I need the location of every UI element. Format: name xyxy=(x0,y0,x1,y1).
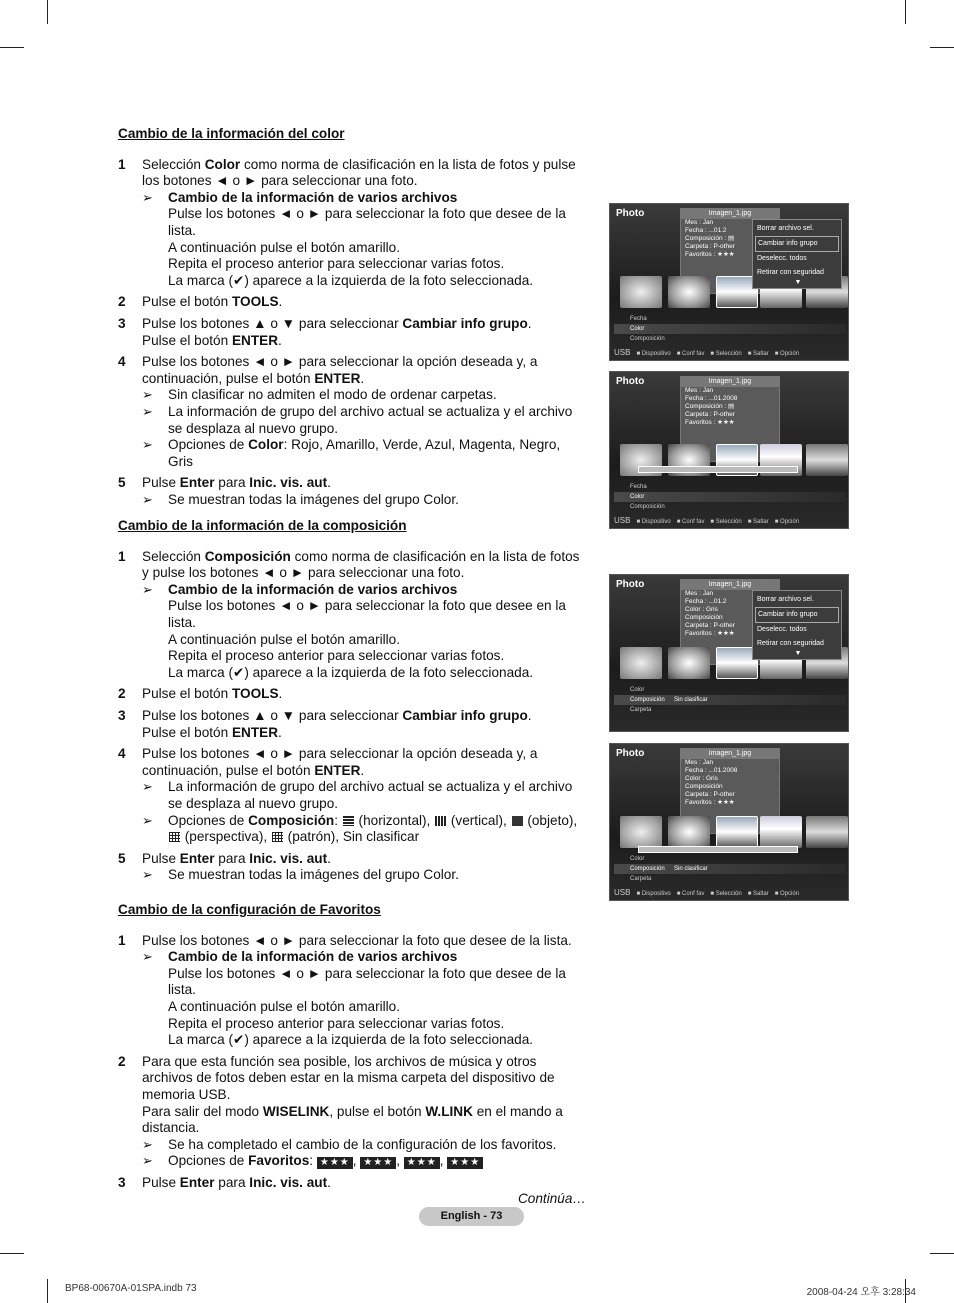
info-row: Mes : Jan xyxy=(685,759,714,766)
footer-item: ■ Selección xyxy=(710,519,742,525)
info-row: Composición : ▤ xyxy=(685,403,735,410)
step-text: Pulse el botón TOOLS. xyxy=(142,686,283,702)
category-item[interactable]: Color xyxy=(630,856,645,862)
footer-bar xyxy=(614,348,844,357)
info-row: Mes : Jan xyxy=(685,387,714,394)
category-item[interactable]: Composición Sin clasificar xyxy=(614,695,846,705)
step-text: Selección Color como norma de clasificación en la lista de fotos y pulse los botones ◄ o ► para seleccionar una foto. xyxy=(142,156,576,189)
info-row: Favoritos : ★★★ xyxy=(685,251,735,258)
category-item[interactable]: Color xyxy=(614,324,846,334)
step-number: 5 xyxy=(118,850,126,866)
step-text: Pulse Enter para Inic. vis. aut. xyxy=(142,475,331,491)
step xyxy=(118,354,588,470)
arrow-icon: ➢ xyxy=(142,1153,153,1169)
arrow-icon: ➢ xyxy=(142,189,153,205)
info-row: Carpeta : P-other xyxy=(685,791,735,798)
info-row: Mes : Jan xyxy=(685,590,714,597)
category-list xyxy=(614,854,846,884)
note: ➢ Opciones de Color: Rojo, Amarillo, Verde, Azul, Magenta, Negro, Gris xyxy=(142,437,561,469)
step-text: Para que esta función sea posible, los archivos de música y otros archivos de fotos deben estar en la misma carpeta del dispositivo de memoria USB. Para salir del modo WISELINK, pulse el botón W.LINK en el mando a distancia. xyxy=(142,1053,563,1136)
screen-title: Photo xyxy=(616,376,645,387)
arrow-icon: ➢ xyxy=(142,779,153,795)
step-number: 3 xyxy=(118,1174,126,1190)
arrow-icon: ➢ xyxy=(142,491,153,507)
screen-title: Photo xyxy=(616,579,645,590)
step xyxy=(118,316,588,349)
note: ➢ Cambio de la información de varios archivos Pulse los botones ◄ o ► para seleccionar la foto que desee de la lista. A continuación pulse el botón amarillo. Repita el proceso anterior para seleccionar varias fotos. La marca (✔) aparece a la izquierda de la foto seleccionada. xyxy=(142,189,566,288)
step xyxy=(118,686,588,703)
section-title: Cambio de la información de la composición xyxy=(118,518,407,533)
step-number: 2 xyxy=(118,1053,126,1069)
step-text: Pulse los botones ◄ o ► para seleccionar la opción deseada y, a continuación, pulse el botón ENTER. xyxy=(142,354,538,386)
note: ➢ La información de grupo del archivo actual se actualiza y el archivo se desplaza al nuevo grupo. xyxy=(142,779,573,811)
info-row: Fecha : ...01.2008 xyxy=(685,395,738,402)
info-row: Favoritos : ★★★ xyxy=(685,799,735,806)
note: ➢ Opciones de Favoritos: ★★★ , ★★★ , ★★★ , ★★★ xyxy=(142,1153,588,1170)
category-item[interactable]: Fecha xyxy=(630,484,647,490)
info-row: Mes : Jan xyxy=(685,219,714,226)
step-text: Selección Composición como norma de clasificación en la lista de fotos y pulse los botones ◄ o ► para seleccionar una foto. xyxy=(142,548,580,581)
step-text: Pulse Enter para Inic. vis. aut. xyxy=(142,850,331,866)
chevron-down-icon: ▼ xyxy=(794,650,802,657)
section xyxy=(118,902,588,1197)
info-row: Favoritos : ★★★ xyxy=(685,630,735,637)
crop-mark xyxy=(905,0,906,24)
footer-item: USB xyxy=(614,348,631,357)
footer-item: ■ Selección xyxy=(710,351,742,357)
footer-item: ■ Saltar xyxy=(747,351,769,357)
tools-menu xyxy=(752,590,842,660)
arrow-icon: ➢ xyxy=(142,1136,153,1152)
photo-screen xyxy=(609,574,849,732)
note: ➢ Sin clasificar no admiten el modo de ordenar carpetas. xyxy=(142,387,497,403)
footer-item: ■ Opción xyxy=(774,351,799,357)
tools-menu-item[interactable]: Cambiar info grupo xyxy=(755,607,839,623)
file-name: Imagen_1.jpg xyxy=(681,749,779,759)
step xyxy=(118,157,588,290)
step-number: 3 xyxy=(118,707,126,723)
photo-thumbnail[interactable] xyxy=(620,647,662,679)
footer-item: ■ Opción xyxy=(774,891,799,897)
crop-mark xyxy=(930,1253,954,1254)
step-number: 4 xyxy=(118,354,126,370)
category-item[interactable]: Composición xyxy=(630,504,665,510)
screen-title: Photo xyxy=(616,208,645,219)
photo-screen xyxy=(609,371,849,529)
photo-thumbnail[interactable] xyxy=(716,816,758,848)
page-number: English - 73 xyxy=(419,1207,524,1226)
print-info-file: BP68-00670A-01SPA.indb 73 xyxy=(65,1283,197,1294)
step-number: 3 xyxy=(118,315,126,331)
info-row: Favoritos : ★★★ xyxy=(685,419,735,426)
footer-item: ■ Opción xyxy=(774,519,799,525)
crop-mark xyxy=(0,47,24,48)
crop-mark xyxy=(47,1279,48,1303)
footer-bar xyxy=(614,888,844,897)
info-row: Composición xyxy=(685,614,723,621)
info-row: Carpeta : P-other xyxy=(685,411,735,418)
arrow-icon: ➢ xyxy=(142,581,153,597)
footer-item: ■ Saltar xyxy=(747,519,769,525)
footer-item: USB xyxy=(614,516,631,525)
thumbnail-strip xyxy=(620,816,845,850)
crop-mark xyxy=(47,0,48,24)
arrow-icon: ➢ xyxy=(142,403,153,419)
footer-item: ■ Saltar xyxy=(747,891,769,897)
step xyxy=(118,933,588,1049)
section-title: Cambio de la configuración de Favoritos xyxy=(118,902,381,917)
footer-item: ■ Conf fav xyxy=(676,519,705,525)
note: ➢ Cambio de la información de varios archivos Pulse los botones ◄ o ► para seleccionar la foto que desee de la lista. A continuación pulse el botón amarillo. Repita el proceso anterior para seleccionar varias fotos. La marca (✔) aparece a la izquierda de la foto seleccionada. xyxy=(142,949,566,1048)
info-row: Fecha : ...01.2 xyxy=(685,598,727,605)
photo-screen xyxy=(609,743,849,901)
arrow-icon: ➢ xyxy=(142,812,153,828)
tools-menu-item[interactable]: Retirar con seguridad xyxy=(757,640,824,647)
step-text: Pulse los botones ◄ o ► para seleccionar la foto que desee de la lista. xyxy=(142,932,572,948)
step-text: Pulse los botones ▲ o ▼ para seleccionar Cambiar info grupo. Pulse el botón ENTER. xyxy=(142,707,532,740)
photo-screen xyxy=(609,203,849,361)
category-list xyxy=(614,685,846,715)
category-item[interactable]: Composición xyxy=(630,336,665,342)
info-row: Carpeta : P-other xyxy=(685,622,735,629)
file-name: Imagen_1.jpg xyxy=(681,580,779,590)
photo-thumbnail[interactable] xyxy=(760,816,802,848)
group-option-bar[interactable] xyxy=(638,846,798,853)
note: ➢ Cambio de la información de varios archivos Pulse los botones ◄ o ► para seleccionar la foto que desee en la lista. A continuación pulse el botón amarillo. Repita el proceso anterior para seleccionar varias fotos. La marca (✔) aparece a la izquierda de la foto seleccionada. xyxy=(142,581,566,680)
footer-item: ■ Dispositivo xyxy=(636,519,671,525)
crop-mark xyxy=(930,47,954,48)
section xyxy=(118,126,588,513)
step-text: Pulse los botones ◄ o ► para seleccionar la opción deseada y, a continuación, pulse el botón ENTER. xyxy=(142,746,538,778)
category-item[interactable]: Carpeta xyxy=(630,876,652,882)
info-row: Composición xyxy=(685,783,723,790)
step xyxy=(118,549,588,682)
footer-item: USB xyxy=(614,888,631,897)
info-row: Fecha : ...01.2008 xyxy=(685,767,738,774)
photo-thumbnail[interactable] xyxy=(620,276,662,308)
category-list xyxy=(614,482,846,512)
unclassified-label: Sin clasificar xyxy=(674,697,708,703)
note: ➢ Se ha completado el cambio de la configuración de los favoritos. xyxy=(142,1136,557,1152)
category-item[interactable]: Color xyxy=(630,687,645,693)
step-text: Pulse Enter para Inic. vis. aut. xyxy=(142,1174,331,1190)
step-number: 4 xyxy=(118,746,126,762)
footer-bar xyxy=(614,516,844,525)
info-row: Composición : ▤ xyxy=(685,235,735,242)
step xyxy=(118,1175,588,1192)
note: ➢ Se muestran todas la imágenes del grupo Color. xyxy=(142,867,459,883)
tools-menu-item[interactable]: Cambiar info grupo xyxy=(755,236,839,252)
step-number: 1 xyxy=(118,156,126,172)
category-list xyxy=(614,314,846,344)
tools-menu-item[interactable]: Retirar con seguridad xyxy=(757,269,824,276)
group-option-bar[interactable] xyxy=(638,466,798,473)
category-item[interactable]: Carpeta xyxy=(630,707,652,713)
note: ➢ La información de grupo del archivo actual se actualiza y el archivo se desplaza al nuevo grupo. xyxy=(142,403,573,436)
arrow-icon: ➢ xyxy=(142,867,153,883)
note: ➢ Opciones de Composición: (horizontal), (vertical), (objeto), (perspectiva), (patrón), Sin clasificar xyxy=(142,812,578,845)
arrow-icon: ➢ xyxy=(142,437,153,453)
tools-menu-item[interactable]: Borrar archivo sel. xyxy=(757,596,814,603)
step xyxy=(118,475,588,508)
step xyxy=(118,1054,588,1170)
section-title: Cambio de la información del color xyxy=(118,126,345,141)
photo-thumbnail[interactable] xyxy=(668,276,710,308)
photo-thumbnail[interactable] xyxy=(668,647,710,679)
print-info-date: 2008-04-24 오후 3:28:34 xyxy=(806,1287,916,1298)
footer-item: ■ Conf fav xyxy=(676,351,705,357)
screen-title: Photo xyxy=(616,748,645,759)
info-row: Color : Gris xyxy=(685,606,718,613)
unclassified-label: Sin clasificar xyxy=(674,866,708,872)
category-item[interactable]: Composición Sin clasificar xyxy=(614,864,846,874)
step-number: 5 xyxy=(118,475,126,491)
crop-mark xyxy=(0,1253,24,1254)
info-row: Fecha : ...01.2 xyxy=(685,227,727,234)
step-number: 1 xyxy=(118,932,126,948)
photo-thumbnail[interactable] xyxy=(620,816,662,848)
tools-menu-item[interactable]: Deselecc. todos xyxy=(757,255,807,262)
file-name: Imagen_1.jpg xyxy=(681,209,779,219)
step-number: 2 xyxy=(118,294,126,310)
section xyxy=(118,518,588,889)
continues-label: Continúa… xyxy=(517,1191,586,1206)
chevron-down-icon: ▼ xyxy=(794,279,802,286)
tools-menu xyxy=(752,219,842,289)
info-row: Color : Gris xyxy=(685,775,718,782)
step-text: Pulse los botones ▲ o ▼ para seleccionar Cambiar info grupo. Pulse el botón ENTER. xyxy=(142,315,532,348)
step xyxy=(118,851,588,884)
photo-thumbnail[interactable] xyxy=(668,816,710,848)
footer-item: ■ Conf fav xyxy=(676,891,705,897)
category-item[interactable]: Fecha xyxy=(630,316,647,322)
tools-menu-item[interactable]: Borrar archivo sel. xyxy=(757,225,814,232)
step xyxy=(118,708,588,741)
note: ➢ Se muestran todas la imágenes del grupo Color. xyxy=(142,491,459,507)
tools-menu-item[interactable]: Deselecc. todos xyxy=(757,626,807,633)
footer-item: ■ Selección xyxy=(710,891,742,897)
footer-item: ■ Dispositivo xyxy=(636,891,671,897)
arrow-icon: ➢ xyxy=(142,387,153,403)
step-number: 2 xyxy=(118,686,126,702)
arrow-icon: ➢ xyxy=(142,949,153,965)
category-item[interactable]: Color xyxy=(614,492,846,502)
photo-thumbnail[interactable] xyxy=(806,444,848,476)
file-name: Imagen_1.jpg xyxy=(681,377,779,387)
footer-item: ■ Dispositivo xyxy=(636,351,671,357)
step-number: 1 xyxy=(118,548,126,564)
step xyxy=(118,294,588,311)
photo-thumbnail[interactable] xyxy=(806,816,848,848)
step-text: Pulse el botón TOOLS. xyxy=(142,294,283,310)
step xyxy=(118,746,588,846)
info-row: Carpeta : P-other xyxy=(685,243,735,250)
